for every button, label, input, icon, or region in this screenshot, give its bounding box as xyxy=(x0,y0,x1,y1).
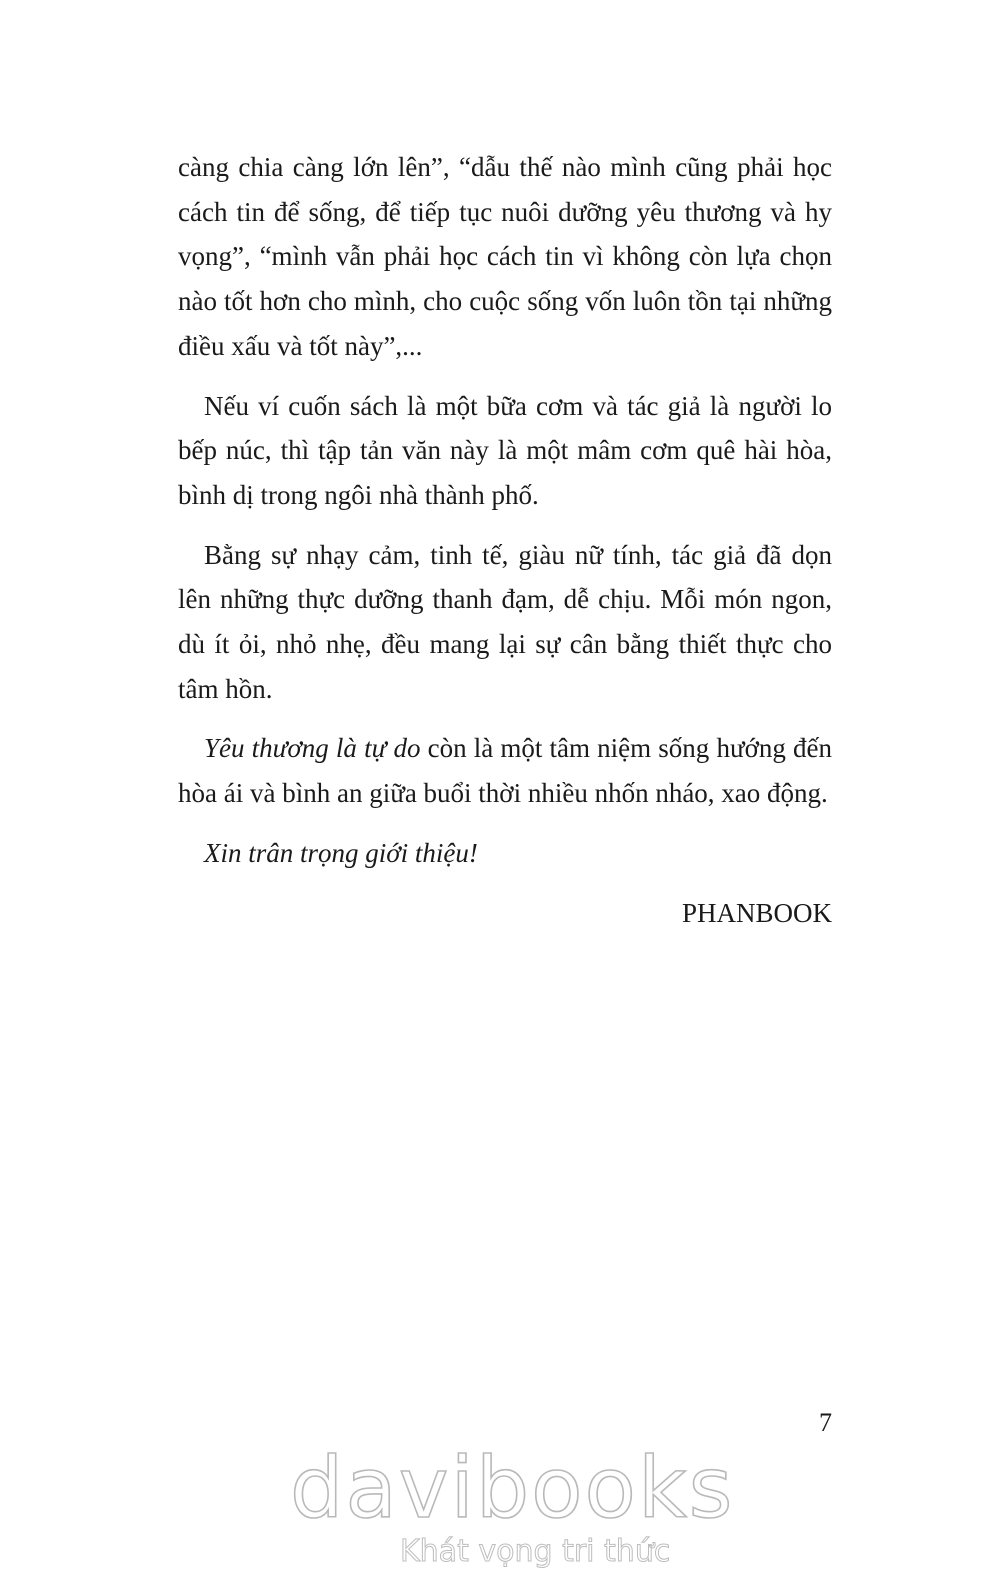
paragraph-3: Bằng sự nhạy cảm, tinh tế, giàu nữ tính, tác giả đã dọn lên những thực dưỡng thanh đạm, dễ chịu. Mỗi món ngon, dù ít ỏi, nhỏ nhẹ, đều mang lại sự cân bằng thiết thực cho tâm hồn. xyxy=(178,539,832,704)
closing-line: Xin trân trọng giới thiệu! xyxy=(204,837,478,868)
paragraph-1: càng chia càng lớn lên”, “dẫu thế nào mình cũng phải học cách tin để sống, để tiếp tục nuôi dưỡng yêu thương và hy vọng”, “mình vẫn phải học cách tin vì không còn lựa chọn nào tốt hơn cho mình, cho cuộc sống vốn luôn tồn tại những điều xấu và tốt này”,... xyxy=(178,152,832,361)
paragraph-4-text: còn là một tâm niệm sống hướng đến hòa ái và bình an giữa buổi thời nhiều nhốn nháo, xao động. xyxy=(178,733,832,809)
page-number: 7 xyxy=(819,1408,832,1437)
paragraph-4 xyxy=(178,726,832,815)
book-title-italic: Yêu thương là tự do xyxy=(204,733,421,764)
body-text xyxy=(178,145,832,950)
paragraph-2: Nếu ví cuốn sách là một bữa cơm và tác giả là người lo bếp núc, thì tập tản văn này là một mâm cơm quê hài hòa, bình dị trong ngôi nhà thành phố. xyxy=(178,390,832,510)
watermark xyxy=(290,1439,735,1570)
watermark-tagline: Khát vọng tri thức xyxy=(400,1534,671,1569)
publisher-signature: PHANBOOK xyxy=(681,897,832,928)
watermark-brand: davibooks xyxy=(290,1439,735,1537)
